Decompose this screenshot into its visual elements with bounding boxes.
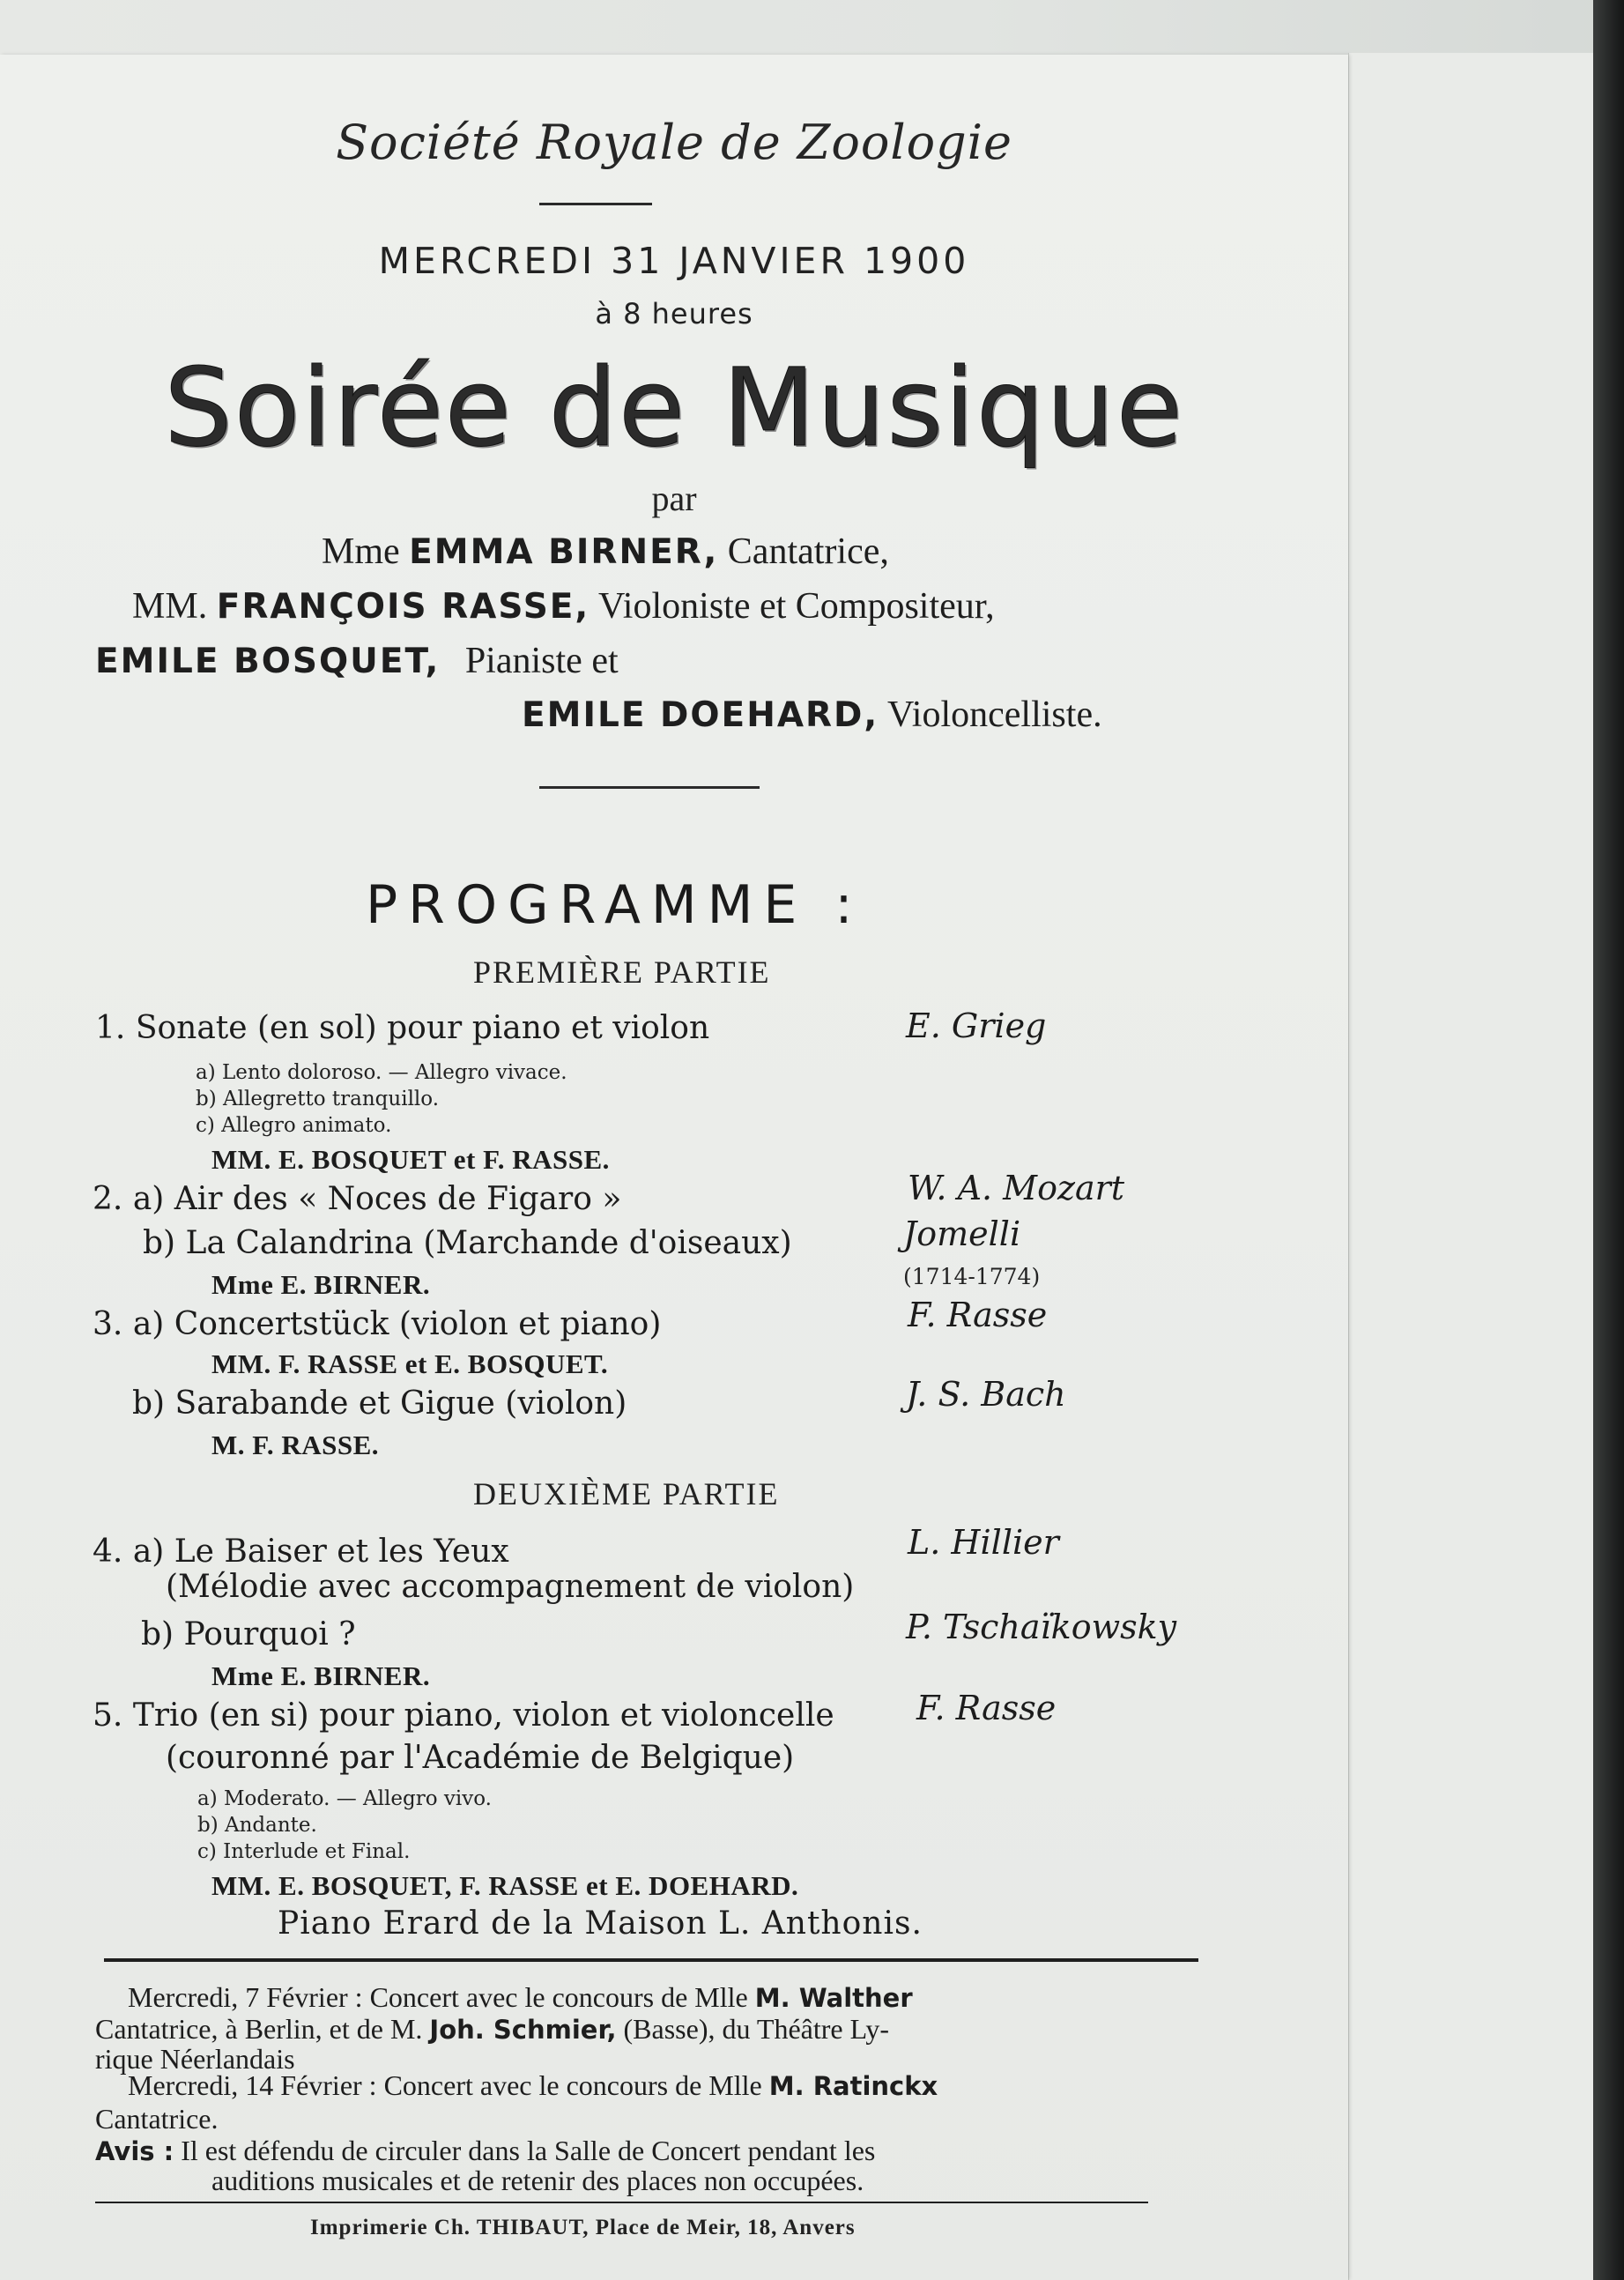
item-3a [93, 1306, 661, 1342]
header-rule [539, 203, 652, 205]
item-2b-dates: (1714-1774) [903, 1264, 1041, 1289]
avis-text: Il est défendu de circuler dans la Salle de Concert pendant les [181, 2135, 876, 2166]
programme-heading: PROGRAMME : [366, 874, 864, 936]
printer-imprint: Imprimerie Ch. THIBAUT, Place de Meir, 18, Anvers [310, 2216, 856, 2239]
item-4b-title: b) Pourquoi ? [141, 1616, 356, 1652]
item-3b-title: b) Sarabande et Gigue (violon) [132, 1385, 627, 1422]
performers-rule [539, 786, 760, 789]
society-name: Société Royale de Zoologie [336, 115, 1012, 170]
item-5-title: Trio (en si) pour piano, violon et violoncelle [132, 1697, 834, 1734]
performer-rasse-prefix: MM. [132, 586, 208, 627]
item-1-performers: MM. E. BOSQUET et F. RASSE. [211, 1144, 610, 1175]
item-4-performer-prefix: Mme [211, 1660, 274, 1691]
concert-1-line-1 [128, 1981, 913, 2014]
concert-2-name: M. Ratinckx [768, 2071, 938, 2101]
performer-birner-prefix: Mme [322, 531, 400, 572]
performer-doehard-role: Violoncelliste. [887, 694, 1102, 735]
performer-rasse [132, 585, 995, 628]
item-1-movement-b: b) Allegretto tranquillo. [196, 1088, 440, 1110]
item-2a [93, 1181, 621, 1217]
item-4a-title: a) Le Baiser et les Yeux [132, 1534, 509, 1570]
part-one-heading: PREMIÈRE PARTIE [473, 954, 771, 990]
par-label: par [651, 479, 697, 518]
part-two-heading: DEUXIÈME PARTIE [473, 1476, 780, 1511]
item-3-number: 3. [93, 1306, 123, 1342]
concert-1-line-2 [95, 2013, 889, 2046]
performer-doehard-name: EMILE DOEHARD, [522, 695, 879, 735]
item-1 [95, 1010, 709, 1046]
item-1-number: 1. [95, 1010, 126, 1046]
concert-title: Soirée de Musique [164, 345, 1184, 471]
concert-1-name: M. Walther [754, 1983, 913, 2013]
item-4a-note: (Mélodie avec accompagnement de violon) [166, 1569, 855, 1605]
concert-2-line-1 [128, 2069, 938, 2102]
item-1-movement-a: a) Lento doloroso. — Allegro vivace. [196, 1061, 567, 1084]
item-3b-composer: J. S. Bach [906, 1375, 1066, 1414]
item-2a-title: a) Air des « Noces de Figaro » [132, 1181, 622, 1217]
performer-rasse-role: Violoniste et Compositeur, [598, 586, 995, 627]
concert-time: à 8 heures [595, 297, 753, 330]
item-5-movement-b: b) Andante. [197, 1814, 317, 1837]
item-4-performers [211, 1660, 430, 1692]
concert-2-line-2: Cantatrice. [95, 2103, 219, 2135]
avis-label: Avis : [95, 2136, 174, 2166]
programme-page [0, 55, 1348, 2280]
concert-1-line-2b: (Basse), du Théâtre Ly- [623, 2013, 890, 2045]
item-2a-composer: W. A. Mozart [908, 1169, 1125, 1207]
item-3a-composer: F. Rasse [908, 1296, 1048, 1334]
concert-1-prefix: Mercredi, 7 Février : Concert avec le concours de Mlle [128, 1981, 748, 2013]
performer-bosquet-role: Pianiste et [464, 641, 619, 681]
item-5-movement-c: c) Interlude et Final. [197, 1840, 411, 1863]
item-3a-title: a) Concertstück (violon et piano) [132, 1306, 662, 1342]
performer-doehard [522, 694, 1102, 736]
item-4-performer-name: E. BIRNER. [280, 1660, 431, 1691]
item-2-performers [211, 1269, 430, 1301]
item-5-movement-a: a) Moderato. — Allegro vivo. [197, 1787, 492, 1810]
item-2-performer-name: E. BIRNER. [280, 1269, 431, 1300]
performer-birner [322, 531, 889, 573]
concert-1-line-2a: Cantatrice, à Berlin, et de M. [95, 2013, 423, 2045]
item-5-composer: F. Rasse [916, 1689, 1057, 1727]
item-1-title: Sonate (en sol) pour piano et violon [135, 1010, 710, 1046]
dark-edge [1593, 0, 1624, 2280]
item-2b-composer: Jomelli [903, 1214, 1021, 1253]
item-4b-composer: P. Tschaïkowsky [906, 1608, 1177, 1646]
performer-bosquet [95, 640, 619, 682]
piano-note: Piano Erard de la Maison L. Anthonis. [278, 1905, 923, 1942]
item-4a [93, 1534, 509, 1570]
performer-bosquet-name: EMILE BOSQUET, [95, 642, 441, 681]
item-5 [93, 1697, 834, 1734]
item-5-performers: MM. E. BOSQUET, F. RASSE et E. DOEHARD. [211, 1870, 799, 1901]
concert-2-prefix: Mercredi, 14 Février : Concert avec le concours de Mlle [128, 2069, 762, 2101]
footer-rule-top [104, 1958, 1198, 1962]
item-1-composer: E. Grieg [906, 1006, 1047, 1045]
item-5-note: (couronné par l'Académie de Belgique) [166, 1740, 795, 1776]
item-3b-performers: M. F. RASSE. [211, 1430, 380, 1460]
concert-1-line-3: rique Néerlandais [95, 2043, 295, 2075]
avis-line-2: auditions musicales et de retenir des places non occupées. [211, 2165, 864, 2196]
item-4a-composer: L. Hillier [908, 1523, 1059, 1562]
avis-line-1 [95, 2135, 875, 2167]
item-4-number: 4. [93, 1534, 123, 1570]
performer-birner-role: Cantatrice, [727, 531, 889, 572]
concert-date: MERCREDI 31 JANVIER 1900 [378, 240, 970, 282]
item-3a-performers: MM. F. RASSE et E. BOSQUET. [211, 1348, 609, 1379]
concert-1-name-2: Joh. Schmier, [429, 2015, 617, 2045]
item-2-performer-prefix: Mme [211, 1269, 274, 1300]
item-1-movement-c: c) Allegro animato. [196, 1114, 392, 1137]
performer-birner-name: EMMA BIRNER, [409, 532, 719, 572]
item-5-number: 5. [93, 1697, 123, 1734]
footer-rule-bottom [95, 2202, 1148, 2203]
performer-rasse-name: FRANÇOIS RASSE, [216, 587, 590, 627]
adjacent-page [1348, 53, 1596, 2280]
item-2b-title: b) La Calandrina (Marchande d'oiseaux) [143, 1225, 792, 1261]
item-2-number: 2. [93, 1181, 123, 1217]
